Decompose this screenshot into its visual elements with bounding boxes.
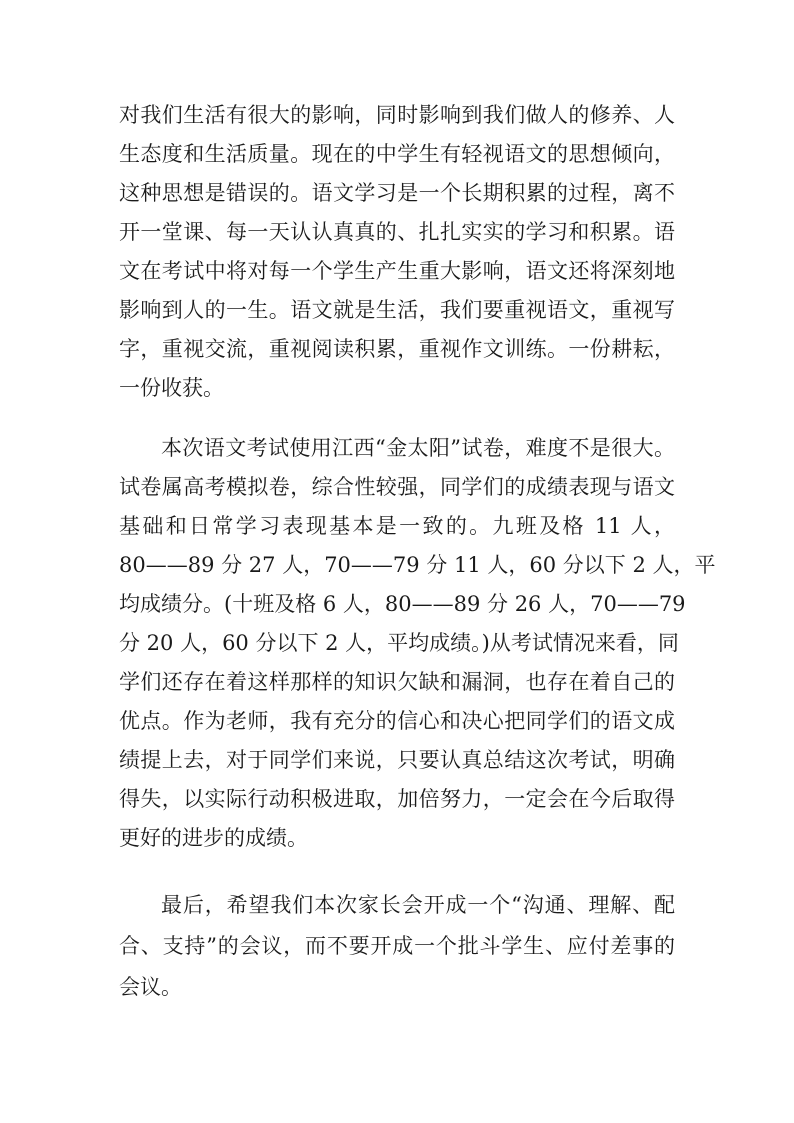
text-line-18: 得失，以实际行动积极进取，加倍努力，一定会在今后取得 [119, 787, 675, 811]
text-line-12: 80——89 分 27 人，70——79 分 11 人，60 分以下 2 人，平 [119, 553, 716, 577]
text-line-7: 字，重视交流，重视阅读积累，重视作文训练。一份耕耘， [119, 337, 675, 361]
text-line-6: 影响到人的一生。语文就是生活，我们要重视语文，重视写 [119, 298, 675, 322]
text-line-10: 试卷属高考模拟卷，综合性较强，同学们的成绩表现与语文 [119, 475, 675, 499]
text-line-13: 均成绩分。(十班及格 6 人，80——89 分 26 人，70——79 [119, 592, 686, 616]
text-line-19: 更好的进步的成绩。 [119, 826, 308, 850]
text-line-15: 学们还存在着这样那样的知识欠缺和漏洞，也存在着自己的 [119, 670, 675, 694]
text-line-11: 基础和日常学习表现基本是一致的。九班及格 11 人， [119, 514, 675, 538]
text-line-4: 开一堂课、每一天认认真真的、扎扎实实的学习和积累。语 [119, 220, 675, 244]
text-line-8: 一份收获。 [119, 376, 224, 400]
text-line-5: 文在考试中将对每一个学生产生重大影响，语文还将深刻地 [119, 259, 675, 283]
text-line-3: 这种思想是错误的。语文学习是一个长期积累的过程，离不 [119, 181, 675, 205]
text-line-16: 优点。作为老师，我有充分的信心和决心把同学们的语文成 [119, 709, 675, 733]
text-line-22: 会议。 [119, 975, 182, 999]
text-line-17: 绩提上去，对于同学们来说，只要认真总结这次考试，明确 [119, 748, 675, 772]
text-line-14: 分 20 人，60 分以下 2 人，平均成绩。)从考试情况来看，同 [119, 631, 679, 655]
text-line-2: 生态度和生活质量。现在的中学生有轻视语文的思想倾向， [119, 142, 675, 166]
text-line-1: 对我们生活有很大的影响，同时影响到我们做人的修养、人 [119, 103, 675, 127]
text-line-21: 合、支持”的会议，而不要开成一个批斗学生、应付差事的 [119, 934, 675, 958]
text-line-9: 本次语文考试使用江西“金太阳”试卷，难度不是很大。 [161, 436, 675, 460]
text-line-20: 最后，希望我们本次家长会开成一个“沟通、理解、配 [161, 893, 675, 917]
